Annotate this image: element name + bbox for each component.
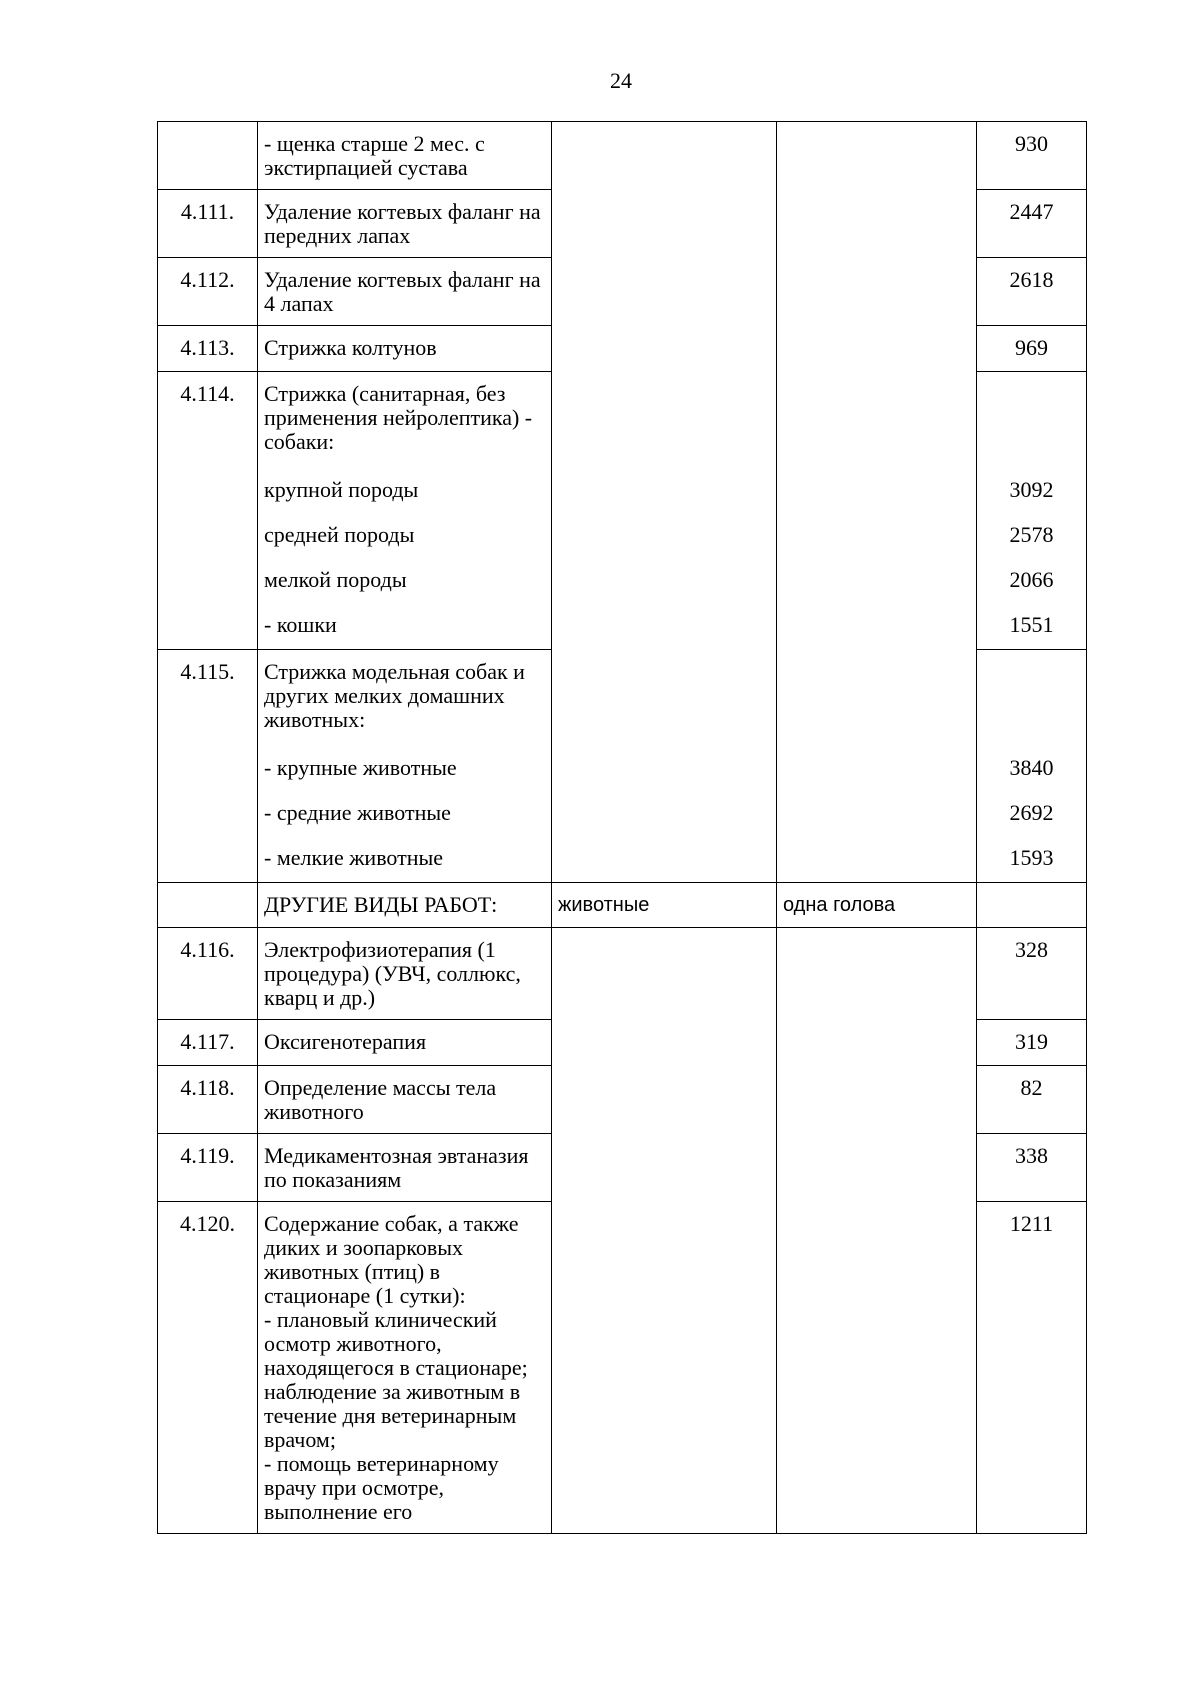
price-empty (977, 883, 1087, 928)
section-unit: одна голова (777, 883, 977, 928)
row-number: 4.114. (158, 372, 258, 650)
service-subitem: - средние животные (258, 793, 552, 838)
price-empty (977, 650, 1087, 748)
row-number: 4.115. (158, 650, 258, 883)
service-name: Стрижка модельная собак и других мелких домашних животных: (258, 650, 552, 748)
object-cell-empty (552, 928, 777, 1534)
service-name: Стрижка колтунов (258, 326, 552, 372)
section-title: ДРУГИЕ ВИДЫ РАБОТ: (258, 883, 552, 928)
service-subitem: - мелкие животные (258, 838, 552, 883)
object-cell-empty (552, 122, 777, 883)
price: 82 (977, 1066, 1087, 1134)
service-name: Содержание собак, а также диких и зоопарковых животных (птиц) в стационаре (1 сутки): - плановый клинический осмотр животного, находящегося в стационаре; наблюдение за животным в течение дня ветеринарным врачом; - помощь ветеринарному врачу при осмотре, выполнение его (258, 1202, 552, 1534)
service-name: Оксигенотерапия (258, 1020, 552, 1066)
price: 2447 (977, 190, 1087, 258)
price: 2618 (977, 258, 1087, 326)
table-row (158, 928, 1087, 1020)
price: 1551 (977, 605, 1087, 650)
price: 930 (977, 122, 1087, 190)
unit-cell-empty (777, 928, 977, 1534)
section-row (158, 883, 1087, 928)
row-number-empty (158, 883, 258, 928)
row-number: 4.117. (158, 1020, 258, 1066)
price: 2578 (977, 515, 1087, 560)
price-table (157, 121, 1087, 1534)
service-subitem: мелкой породы (258, 560, 552, 605)
price-empty (977, 372, 1087, 470)
price: 3840 (977, 748, 1087, 793)
service-name: Удаление когтевых фаланг на 4 лапах (258, 258, 552, 326)
service-name: Стрижка (санитарная, без применения нейролептика) - собаки: (258, 372, 552, 470)
row-number: 4.118. (158, 1066, 258, 1134)
row-number: 4.111. (158, 190, 258, 258)
section-object: животные (552, 883, 777, 928)
page-number: 24 (610, 68, 632, 93)
service-subitem: крупной породы (258, 470, 552, 515)
service-name: Удаление когтевых фаланг на передних лапах (258, 190, 552, 258)
price: 2692 (977, 793, 1087, 838)
unit-cell-empty (777, 122, 977, 883)
row-number (158, 122, 258, 190)
price: 1211 (977, 1202, 1087, 1534)
row-number: 4.119. (158, 1134, 258, 1202)
service-name: Медикаментозная эвтаназия по показаниям (258, 1134, 552, 1202)
price: 3092 (977, 470, 1087, 515)
price: 969 (977, 326, 1087, 372)
row-number: 4.113. (158, 326, 258, 372)
price: 328 (977, 928, 1087, 1020)
service-name: - щенка старше 2 мес. с экстирпацией сустава (258, 122, 552, 190)
price: 1593 (977, 838, 1087, 883)
row-number: 4.112. (158, 258, 258, 326)
price: 319 (977, 1020, 1087, 1066)
price: 2066 (977, 560, 1087, 605)
row-number: 4.120. (158, 1202, 258, 1534)
row-number: 4.116. (158, 928, 258, 1020)
service-subitem: - крупные животные (258, 748, 552, 793)
price: 338 (977, 1134, 1087, 1202)
service-name: Определение массы тела животного (258, 1066, 552, 1134)
table-row (158, 122, 1087, 190)
service-subitem: - кошки (258, 605, 552, 650)
service-subitem: средней породы (258, 515, 552, 560)
service-name: Электрофизиотерапия (1 процедура) (УВЧ, соллюкс, кварц и др.) (258, 928, 552, 1020)
